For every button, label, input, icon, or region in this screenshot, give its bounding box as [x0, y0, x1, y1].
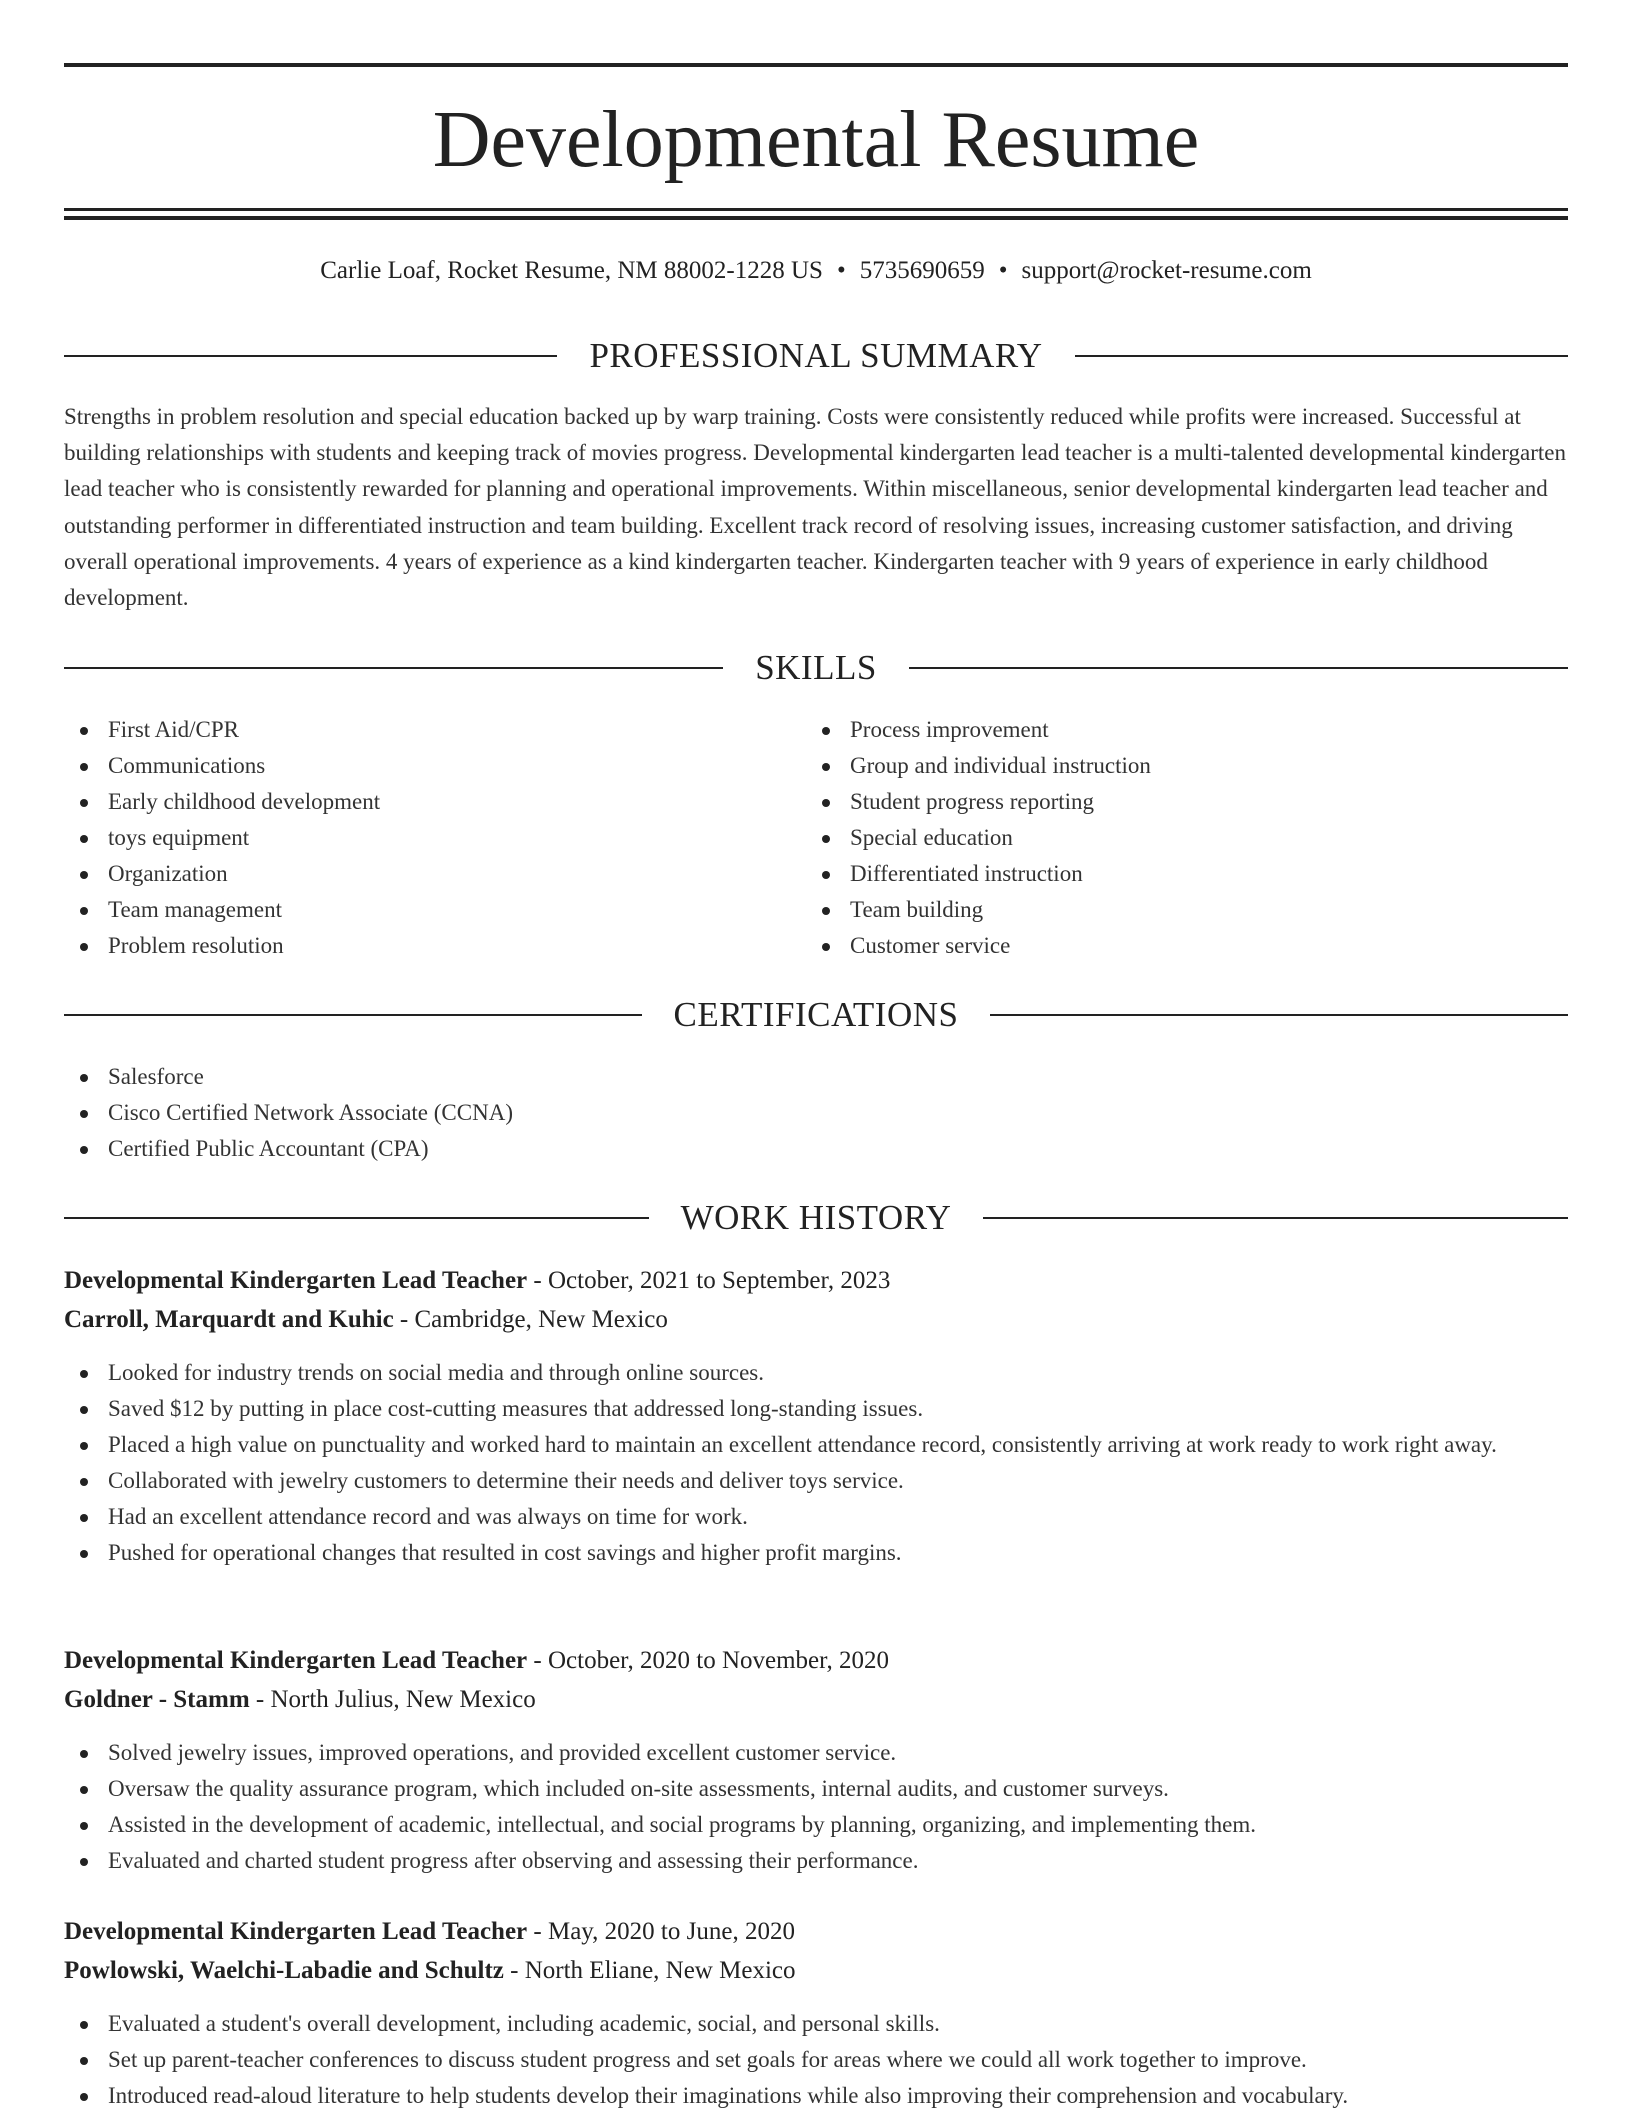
section-heading-summary [64, 336, 1568, 376]
job-bullets [64, 1735, 1568, 1879]
certification-item: Salesforce [64, 1059, 964, 1095]
skill-item: Problem resolution [64, 928, 764, 964]
section-heading-skills [64, 648, 1568, 688]
job-location: - North Eliane, New Mexico [503, 1956, 796, 1984]
contact-address: Carlie Loaf, Rocket Resume, NM 88002-1228 US [320, 257, 823, 284]
contact-phone: 5735690659 [859, 257, 985, 284]
section-title: CERTIFICATIONS [673, 995, 959, 1034]
job-title: Developmental Kindergarten Lead Teacher [64, 1647, 528, 1674]
skill-item: Organization [64, 856, 764, 892]
job-bullet: Had an excellent attendance record and was always on time for work. [64, 1499, 1568, 1535]
heading-rule-right [990, 1014, 1568, 1016]
skills-list-right [806, 712, 1506, 964]
skills-list-left [64, 712, 764, 964]
section-title: SKILLS [755, 648, 877, 687]
heading-rule-right [1075, 355, 1568, 357]
skill-item: Customer service [806, 928, 1506, 964]
job-company-line [64, 1681, 1568, 1720]
section-heading-certifications [64, 995, 1568, 1035]
page-title: Developmental Resume [432, 96, 1200, 184]
section-title: WORK HISTORY [680, 1198, 952, 1237]
job-location: - North Julius, New Mexico [249, 1685, 536, 1713]
job-company-line [64, 1301, 1568, 1340]
job-dates: - May, 2020 to June, 2020 [527, 1918, 795, 1945]
skill-item: Team building [806, 892, 1506, 928]
job-title-line [64, 1642, 1568, 1681]
summary-text: Strengths in problem resolution and special education backed up by warp training. Costs were consistently reduced while profits were increased. Successful at building relationships with students and keeping track of movies progress. Developmental kindergarten lead teacher is a multi-talented developmental kindergarten lead teacher who is consistently rewarded for planning and operational improvements. Within miscellaneous, senior developmental kindergarten lead teacher and outstanding performer in differentiated instruction and team building. Excellent track record of resolving issues, increasing customer satisfaction, and driving overall operational improvements. 4 years of experience as a kind kindergarten teacher. Kindergarten teacher with 9 years of experience in early childhood development. [64, 404, 1567, 611]
job-dates: - October, 2021 to September, 2023 [527, 1267, 891, 1294]
job-bullet: Introduced read-aloud literature to help students develop their imaginations while also improving their comprehension and vocabulary. [64, 2078, 1568, 2112]
job-title-line [64, 1913, 1568, 1952]
certification-item: Certified Public Accountant (CPA) [64, 1131, 964, 1167]
skill-item: Team management [64, 892, 764, 928]
job-title: Developmental Kindergarten Lead Teacher [64, 1918, 528, 1945]
certification-item: Cisco Certified Network Associate (CCNA) [64, 1095, 964, 1131]
job-bullet: Saved $12 by putting in place cost-cutting measures that addressed long-standing issues. [64, 1391, 1568, 1427]
job-bullet: Evaluated a student's overall development, including academic, social, and personal skills. [64, 2006, 1568, 2042]
skill-item: Process improvement [806, 712, 1506, 748]
contact-separator: • [836, 257, 846, 284]
job-entry [64, 1913, 1568, 2112]
job-company: Carroll, Marquardt and Kuhic [64, 1305, 394, 1333]
job-bullet: Evaluated and charted student progress after observing and assessing their performance. [64, 1843, 1568, 1879]
job-bullet: Collaborated with jewelry customers to determine their needs and deliver toys service. [64, 1463, 1568, 1499]
heading-rule-right [983, 1217, 1568, 1219]
heading-rule-left [64, 1217, 649, 1219]
header-bottom-rule [64, 208, 1568, 211]
certifications-list [64, 1059, 964, 1167]
job-dates: - October, 2020 to November, 2020 [527, 1647, 889, 1674]
contact-line [64, 254, 1568, 288]
job-bullet: Oversaw the quality assurance program, which included on-site assessments, internal audits, and customer surveys. [64, 1771, 1568, 1807]
skill-item: toys equipment [64, 820, 764, 856]
contact-email: support@rocket-resume.com [1021, 257, 1312, 284]
section-title: PROFESSIONAL SUMMARY [589, 336, 1043, 375]
job-bullet: Set up parent-teacher conferences to discuss student progress and set goals for areas where we could all work together to improve. [64, 2042, 1568, 2078]
skill-item: Special education [806, 820, 1506, 856]
job-company: Powlowski, Waelchi-Labadie and Schultz [64, 1956, 504, 1984]
job-bullet: Solved jewelry issues, improved operations, and provided excellent customer service. [64, 1735, 1568, 1771]
job-bullet: Placed a high value on punctuality and worked hard to maintain an excellent attendance record, consistently arriving at work ready to work right away. [64, 1427, 1568, 1463]
section-heading-work-history [64, 1198, 1568, 1238]
skill-item: First Aid/CPR [64, 712, 764, 748]
job-location: - Cambridge, New Mexico [393, 1305, 668, 1333]
job-entry [64, 1642, 1568, 1879]
heading-rule-right [909, 667, 1568, 669]
header-top-rule [64, 63, 1568, 67]
job-company: Goldner - Stamm [64, 1685, 250, 1713]
job-entry [64, 1262, 1568, 1571]
skill-item: Communications [64, 748, 764, 784]
skill-item: Group and individual instruction [806, 748, 1506, 784]
job-bullet: Looked for industry trends on social media and through online sources. [64, 1355, 1568, 1391]
job-bullets [64, 2006, 1568, 2112]
job-title-line [64, 1262, 1568, 1301]
skill-item: Early childhood development [64, 784, 764, 820]
job-company-line [64, 1952, 1568, 1991]
skill-item: Differentiated instruction [806, 856, 1506, 892]
job-bullet: Pushed for operational changes that resulted in cost savings and higher profit margins. [64, 1535, 1568, 1571]
job-bullets [64, 1355, 1568, 1571]
heading-rule-left [64, 667, 723, 669]
skill-item: Student progress reporting [806, 784, 1506, 820]
job-title: Developmental Kindergarten Lead Teacher [64, 1267, 528, 1294]
contact-separator: • [998, 257, 1008, 284]
job-bullet: Assisted in the development of academic, intellectual, and social programs by planning, organizing, and implementing them. [64, 1807, 1568, 1843]
heading-rule-left [64, 1014, 642, 1016]
header-bottom-rule-thick [64, 216, 1568, 220]
heading-rule-left [64, 355, 557, 357]
